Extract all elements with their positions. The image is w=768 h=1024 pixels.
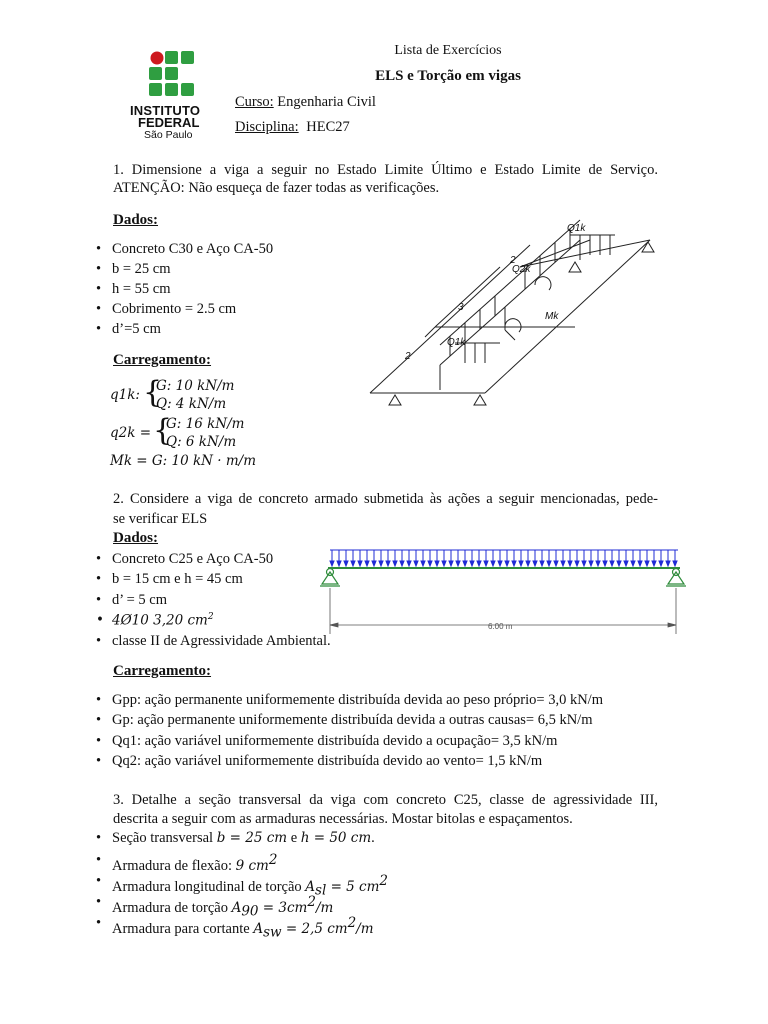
load-arrow-head <box>337 561 341 566</box>
q3-math: A <box>253 920 264 937</box>
curso-line <box>235 94 376 111</box>
institute-logo <box>130 50 210 140</box>
load-arrow-head <box>659 561 663 566</box>
support-right-icon <box>666 569 686 587</box>
q2-dados-heading: Dados: <box>113 530 159 546</box>
load-arrow-head <box>617 561 621 566</box>
doc-title: ELS e Torção em vigas <box>375 68 521 84</box>
load-arrow-head <box>442 561 446 566</box>
q3-math: A <box>231 899 242 916</box>
q2-carregamento-item: • Gpp: ação permanente uniformemente distribuída devida ao peso próprio= 3,0 kN/m <box>112 692 603 709</box>
load-arrow-head <box>596 561 600 566</box>
q3-math-h: h = 50 cm <box>300 830 372 846</box>
logo-text-line2: FEDERAL <box>138 115 200 130</box>
fig-label-mk: Mk <box>545 311 559 322</box>
span-label: 6.00 m <box>488 622 513 631</box>
load-arrow-head <box>603 561 607 566</box>
fig-label-q1k-top: Q1k <box>567 223 586 234</box>
load-arrow-head <box>673 561 677 566</box>
q3-exp: 2 <box>347 915 357 931</box>
q1k-q: Q: 4 kN/m <box>156 396 227 412</box>
load-arrow-head <box>379 561 383 566</box>
q2-carregamento-heading: Carregamento: <box>113 663 212 679</box>
fig-label-q1k-bottom: Q1k <box>447 337 466 348</box>
q3-math-b: b = 25 cm <box>216 830 288 846</box>
q1-dados-heading: Dados: <box>113 212 159 228</box>
q2k-q: Q: 6 kN/m <box>166 434 237 450</box>
load-arrow-head <box>638 561 642 566</box>
load-arrow-head <box>400 561 404 566</box>
load-arrow-head <box>533 561 537 566</box>
q2-dados-item <box>112 612 214 629</box>
q2-bars: 4Ø10 3,20 cm <box>112 612 208 629</box>
q3-exp: 2 <box>268 852 278 868</box>
load-arrow-head <box>554 561 558 566</box>
q2k-g: G: 16 kN/m <box>166 416 245 432</box>
q1-carregamento-heading: Carregamento: <box>113 352 212 368</box>
q1k-label: q1k: <box>110 387 140 403</box>
q3-item-secao <box>112 830 375 847</box>
load-arrow-head <box>330 561 334 566</box>
load-arrow-head <box>547 561 551 566</box>
q2k-label: q2k = <box>110 425 152 441</box>
load-arrow-head <box>365 561 369 566</box>
fig-dim-bottom: 2 <box>405 351 411 362</box>
q1-dados-item: • h = 55 cm <box>112 281 171 298</box>
fig-dim-top: 2 <box>510 255 516 266</box>
disciplina-label: Disciplina: <box>235 119 299 135</box>
load-arrow-head <box>610 561 614 566</box>
load-arrow-head <box>582 561 586 566</box>
load-arrow-head <box>484 561 488 566</box>
q3-item-text: Armadura para cortante <box>112 920 254 937</box>
q3-math: = 2,5 cm <box>281 920 348 937</box>
q2-line2: se verificar ELS <box>113 511 208 527</box>
load-arrow-head <box>519 561 523 566</box>
q2-beam-figure <box>318 546 688 636</box>
q3-item-text: Armadura longitudinal de torção <box>112 878 306 895</box>
load-arrow-head <box>631 561 635 566</box>
q2-carregamento-item: • Qq2: ação variável uniformemente distribuída devido ao vento= 1,5 kN/m <box>112 753 542 770</box>
load-arrow-head <box>386 561 390 566</box>
logo-text-line3: São Paulo <box>144 129 193 141</box>
q3-math: A <box>305 878 316 895</box>
load-arrow-head <box>414 561 418 566</box>
load-arrow-head <box>526 561 530 566</box>
logo-mark-icon <box>130 50 210 96</box>
load-arrow-head <box>666 561 670 566</box>
q3-sub: 90 <box>241 903 259 920</box>
fig-dim-middle: 3 <box>458 302 464 313</box>
doc-type: Lista de Exercícios <box>394 43 502 58</box>
load-arrow-head <box>491 561 495 566</box>
q1-line1: 1. Dimensione a viga a seguir no Estado Limite Último e Estado Limite de Serviço. <box>113 162 658 178</box>
mk: Mk = G: 10 kN · m/m <box>110 453 257 469</box>
load-arrow-head <box>358 561 362 566</box>
q3-math: = 3cm <box>258 899 308 916</box>
q1k-brace: { <box>143 375 163 410</box>
q3-exp: 2 <box>307 894 316 910</box>
load-arrow-head <box>351 561 355 566</box>
load-arrow-head <box>372 561 376 566</box>
load-arrow-head <box>421 561 425 566</box>
q2-dados-item: • Concreto C25 e Aço CA-50 <box>112 551 273 568</box>
load-arrow-head <box>512 561 516 566</box>
load-arrow-head <box>470 561 474 566</box>
load-arrow-head <box>344 561 348 566</box>
load-arrow-head <box>624 561 628 566</box>
curso-value: Engenharia Civil <box>277 94 376 110</box>
q3-item-text: Armadura de torção <box>112 899 232 916</box>
q3-exp: 2 <box>379 873 389 889</box>
q3-math: /m <box>356 920 374 937</box>
logo-text-line1: INSTITUTO <box>130 103 201 118</box>
load-arrow-head <box>477 561 481 566</box>
load-arrow-head <box>456 561 460 566</box>
load-arrow-head <box>435 561 439 566</box>
q3-math: /m <box>315 899 334 916</box>
load-arrow-head <box>505 561 509 566</box>
q2-bars-exp: 2 <box>207 612 214 622</box>
load-arrow-head <box>589 561 593 566</box>
load-arrow-head <box>645 561 649 566</box>
q3-item-text: Armadura de flexão: <box>112 857 236 874</box>
fig-label-q2k: Q2k <box>512 264 531 275</box>
q3-item-text: . <box>371 830 375 846</box>
load-arrow-head <box>561 561 565 566</box>
disciplina-value: HEC27 <box>306 119 350 135</box>
q2-dados-item: • classe II de Agressividade Ambiental. <box>112 633 331 650</box>
load-arrow-head <box>540 561 544 566</box>
load-arrow-head <box>568 561 572 566</box>
q2-line1: 2. Considere a viga de concreto armado submetida às ações a seguir mencionadas, pede- <box>113 491 658 507</box>
q1k-g: G: 10 kN/m <box>156 378 235 394</box>
q2-dados-item: • d’ = 5 cm <box>112 592 167 609</box>
load-arrow-head <box>652 561 656 566</box>
q3-line2: descrita a seguir com as armaduras necessárias. Mostar bitolas e espaçamentos. <box>113 811 573 827</box>
q3-sub: sl <box>315 882 327 899</box>
q1-dados-item: • d’=5 cm <box>112 321 161 338</box>
q3-item-text: Seção transversal <box>112 830 217 846</box>
disciplina-line <box>235 119 350 136</box>
q3-math: = 5 cm <box>326 878 380 895</box>
q1-dados-item: • Cobrimento = 2.5 cm <box>112 301 236 318</box>
q3-item-flexao <box>112 852 277 875</box>
load-arrow-head <box>407 561 411 566</box>
q1-structure-figure <box>365 215 665 415</box>
q3-item-cortante <box>112 915 374 941</box>
q3-sub: sw <box>263 924 282 941</box>
load-arrow-head <box>393 561 397 566</box>
q1-dados-item: • Concreto C30 e Aço CA-50 <box>112 241 273 258</box>
q1-dados-item: • b = 25 cm <box>112 261 171 278</box>
q2-carregamento-item: • Qq1: ação variável uniformemente distribuída devido a ocupação= 3,5 kN/m <box>112 733 557 750</box>
curso-label: Curso: <box>235 94 274 110</box>
q2-dados-item: • b = 15 cm e h = 45 cm <box>112 571 243 588</box>
load-arrow-head <box>449 561 453 566</box>
support-left-icon <box>320 569 340 587</box>
load-arrow-head <box>575 561 579 566</box>
q3-math: 9 cm <box>235 857 269 874</box>
q1-line2: ATENÇÃO: Não esqueça de fazer todas as verificações. <box>113 180 440 196</box>
q3-item-text: e <box>287 830 301 846</box>
q2-carregamento-item: • Gp: ação permanente uniformemente distribuída devida a outras causas= 6,5 kN/m <box>112 712 592 729</box>
q2k-brace: { <box>153 413 173 448</box>
load-arrow-head <box>463 561 467 566</box>
load-arrow-head <box>498 561 502 566</box>
q3-line1: 3. Detalhe a seção transversal da viga com concreto C25, classe de agressividade III, <box>113 792 658 808</box>
load-arrow-head <box>428 561 432 566</box>
